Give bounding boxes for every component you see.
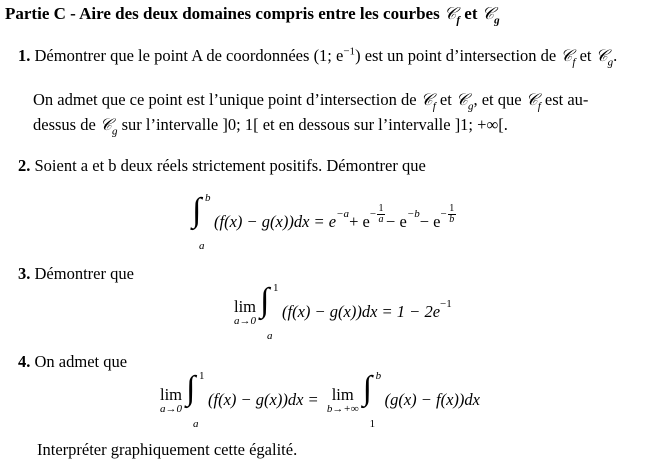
limit	[234, 297, 256, 327]
fraction	[448, 204, 456, 225]
question-text: est un point d’intersection de	[360, 46, 561, 65]
curve-cf-symbol: 𝒞	[443, 4, 457, 24]
lim-operator: lim	[331, 385, 354, 404]
lim-subscript: a→0	[160, 403, 182, 415]
question-number: 2.	[18, 156, 31, 175]
integral-sign: ∫ b 1	[362, 370, 382, 430]
paragraph-text: sur l’intervalle ]0; 1[ et en dessous sur l’intervalle ]1; +∞[.	[117, 115, 508, 134]
curve-cf-symbol: 𝒞	[420, 90, 433, 109]
paragraph-text: , et que	[473, 90, 526, 109]
paragraph-line-1	[33, 90, 589, 113]
upper-bound: 1	[273, 282, 279, 294]
formula-term: + e	[349, 212, 370, 231]
exponent: −b	[406, 208, 420, 220]
formula-q3	[234, 282, 452, 342]
exponent-frac	[370, 204, 386, 225]
subscript-f: f	[432, 100, 436, 113]
curve-cg-symbol: 𝒞	[481, 4, 495, 24]
subscript-f: f	[572, 56, 576, 69]
subscript-g: g	[494, 14, 500, 27]
subscript-f: f	[537, 100, 541, 113]
title-text: Partie C - Aire des deux domaines compris entre les courbes	[5, 4, 444, 23]
subscript-g: g	[607, 56, 614, 69]
lower-bound: 1	[369, 418, 376, 430]
numerator: 1	[449, 202, 455, 214]
curve-cg-symbol: 𝒞	[595, 46, 608, 65]
formula-q4	[160, 370, 480, 430]
lim-subscript: a→0	[234, 315, 256, 327]
limit	[327, 385, 359, 415]
lower-bound: a	[267, 330, 273, 342]
upper-bound: b	[205, 192, 211, 204]
paragraph-text: et	[435, 90, 456, 109]
question-text: On admet que	[30, 352, 128, 371]
subscript-g: g	[111, 125, 118, 138]
curve-cf-symbol: 𝒞	[525, 90, 538, 109]
question-text: et	[575, 46, 596, 65]
denominator: a	[378, 213, 384, 225]
lower-bound: a	[199, 240, 205, 252]
question-3	[18, 264, 134, 284]
question-text: Démontrer que le point A de coordonnées	[30, 46, 314, 65]
integral-sign: ∫ 1 a	[260, 282, 279, 342]
question-4	[18, 352, 127, 372]
integrand: (g(x) − f(x))dx	[384, 390, 480, 409]
paragraph-line-2	[33, 115, 508, 138]
exponent: −1	[343, 45, 356, 58]
question-2	[18, 156, 426, 176]
formula-q2	[192, 192, 457, 252]
question-text: Soient a et b deux réels strictement positifs. Démontrer que	[30, 156, 426, 175]
question-text: Démontrer que	[30, 264, 134, 283]
sign: −	[369, 207, 377, 220]
subscript-g: g	[467, 100, 474, 113]
upper-bound: 1	[199, 370, 205, 382]
question-number: 3.	[18, 264, 31, 283]
curve-cg-symbol: 𝒞	[455, 90, 468, 109]
question-number: 4.	[18, 352, 31, 371]
paragraph-text: est au-	[540, 90, 589, 109]
section-title	[5, 4, 500, 27]
denominator: b	[449, 213, 455, 225]
lim-operator: lim	[160, 385, 183, 404]
integrand: (f(x) − g(x))dx = e	[214, 212, 337, 231]
question-number: 1.	[18, 46, 31, 65]
title-and: et	[460, 4, 482, 23]
subscript-f: f	[456, 14, 461, 27]
lower-bound: a	[193, 418, 199, 430]
formula-term: − e	[419, 212, 441, 231]
integral-sign: ∫ b a	[192, 192, 211, 252]
coordinates-end: )	[355, 46, 361, 65]
integrand: (f(x) − g(x))dx = 1 − 2e	[282, 302, 441, 321]
sign: −	[440, 207, 447, 220]
integral-sign: ∫ 1 a	[186, 370, 205, 430]
exponent: −1	[440, 298, 452, 310]
lim-subscript: b→+∞	[326, 403, 359, 415]
upper-bound: b	[375, 370, 382, 382]
fraction	[377, 204, 385, 225]
exponent-frac	[441, 204, 457, 225]
formula-term: − e	[386, 212, 407, 231]
paragraph-text: On admet que ce point est l’unique point d’intersection de	[33, 90, 421, 109]
question-1	[18, 45, 618, 69]
numerator: 1	[378, 202, 384, 214]
exponent: −a	[336, 208, 350, 220]
coordinates: (1; e	[313, 46, 344, 65]
lim-operator: lim	[234, 297, 257, 316]
integrand: (f(x) − g(x))dx =	[208, 390, 323, 409]
closing-instruction: Interpréter graphiquement cette égalité.	[37, 440, 298, 459]
limit	[160, 385, 182, 415]
curve-cg-symbol: 𝒞	[99, 115, 112, 134]
paragraph-text: dessus de	[33, 115, 100, 134]
curve-cf-symbol: 𝒞	[560, 46, 573, 65]
period: .	[613, 46, 618, 65]
